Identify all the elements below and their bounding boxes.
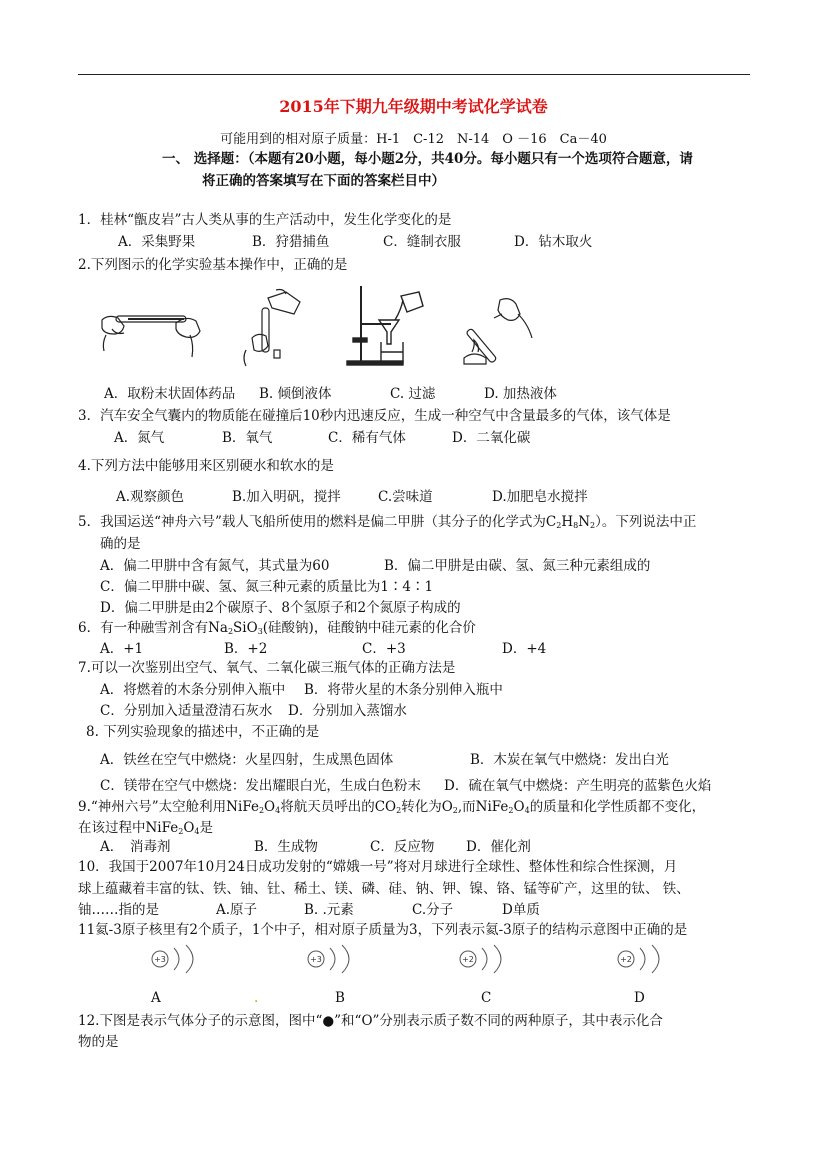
figure-pouring-liquid bbox=[238, 288, 308, 368]
q10-stem-line2: 球上蕴藏着丰富的钛、铁、铀、钍、稀土、镁、磷、硅、钠、钾、镍、铬、锰等矿产，这里的钛、 铁、 bbox=[78, 881, 690, 897]
q9-option-c: C．反应物 bbox=[370, 839, 435, 855]
q11-label-d: D bbox=[634, 990, 645, 1006]
q2-stem: 2.下列图示的化学实验基本操作中，正确的是 bbox=[78, 257, 348, 273]
q6-option-c: C．+3 bbox=[362, 641, 406, 657]
q4-option-a: A.观察颜色 bbox=[116, 489, 185, 505]
q10-stem-line1: 10．我国于2007年10月24日成功发射的“嫦娥一号”将对月球进行全球性、整体性和综合性探测，月 bbox=[78, 859, 678, 875]
q10-option-d: D单质 bbox=[502, 902, 540, 918]
q4-option-c: C.尝味道 bbox=[378, 489, 433, 505]
q1-stem: 1．桂林“甑皮岩”古人类从事的生产活动中，发生化学变化的是 bbox=[78, 212, 452, 228]
atom-diagram-d bbox=[608, 944, 678, 974]
q10-stem-line3: 铀……指的是 bbox=[78, 902, 159, 918]
q2-option-d: D. 加热液体 bbox=[484, 386, 557, 402]
atom-b-nucleus: +3 bbox=[310, 955, 322, 964]
q10-option-c: C.分子 bbox=[412, 902, 454, 918]
q5-option-a: A．偏二甲肼中含有氮气，其式量为60 bbox=[100, 558, 330, 574]
atom-d-nucleus: +2 bbox=[620, 955, 632, 964]
q2-option-b: B. 倾倒液体 bbox=[259, 386, 332, 402]
atomic-masses: 可能用到的相对原子质量：H-1 C-12 N-14 O －16 Ca－40 bbox=[220, 132, 607, 147]
q2-option-a: A．取粉末状固体药品 bbox=[104, 386, 236, 402]
q11-label-c: C bbox=[481, 990, 492, 1006]
q1-option-c: C．缝制衣服 bbox=[383, 234, 461, 250]
q7-option-d: D．分别加入蒸馏水 bbox=[288, 703, 407, 719]
atom-diagram-a bbox=[142, 944, 212, 974]
q10-option-b: B. .元素 bbox=[304, 902, 354, 918]
q4-stem: 4.下列方法中能够用来区别硬水和软水的是 bbox=[78, 458, 334, 474]
q7-option-a: A．将燃着的木条分别伸入瓶中 bbox=[100, 682, 286, 698]
q1-option-a: A．采集野果 bbox=[118, 234, 196, 250]
figure-heating-liquid bbox=[460, 296, 540, 366]
q3-stem: 3．汽车安全气囊内的物质能在碰撞后10秒内迅速反应，生成一种空气中含量最多的气体，该气体是 bbox=[78, 408, 671, 424]
atom-diagram-c bbox=[450, 944, 520, 974]
section-heading-line2: 将正确的答案填写在下面的答案栏目中） bbox=[202, 173, 445, 189]
section-heading bbox=[162, 148, 762, 192]
page-title: 2015年下期九年级期中考试化学试卷 bbox=[279, 97, 548, 116]
atom-a-nucleus: +3 bbox=[154, 955, 166, 964]
top-rule bbox=[78, 74, 750, 75]
q1-option-d: D．钻木取火 bbox=[514, 234, 593, 250]
q6-option-b: B．+2 bbox=[224, 641, 268, 657]
q7-option-b: B．将带火星的木条分别伸入瓶中 bbox=[304, 682, 503, 698]
q5-stem: 5．我国运送“神舟六号”载人飞船所使用的燃料是偏二甲肼（其分子的化学式为$C_2H_8N_2$）。下列说法中正 bbox=[78, 514, 697, 530]
q3-option-d: D．二氧化碳 bbox=[452, 430, 531, 446]
q6-stem: 6．有一种融雪剂含有$Na_2SiO_3$(硅酸钠)，硅酸钠中硅元素的化合价 bbox=[78, 620, 476, 636]
q8-option-a: A．铁丝在空气中燃烧：火星四射，生成黑色固体 bbox=[100, 752, 394, 768]
q3-option-a: A．氮气 bbox=[114, 430, 165, 446]
q7-option-c: C．分别加入适量澄清石灰水 bbox=[100, 703, 273, 719]
section-heading-line1: 一、 选择题：（本题有20小题，每小题2分，共40分。每小题只有一个选项符合题意，请 bbox=[162, 151, 693, 167]
figure-filtration bbox=[343, 282, 433, 370]
q9-stem-cont: 在该过程中$NiFe_2O_4$是 bbox=[78, 820, 214, 836]
atom-diagram-b bbox=[298, 944, 368, 974]
q7-stem: 7.可以一次鉴别出空气、氧气、二氧化碳三瓶气体的正确方法是 bbox=[78, 660, 456, 676]
q5-option-b: B．偏二甲肼是由碳、氢、氮三种元素组成的 bbox=[384, 558, 651, 574]
q12-stem-line1: 12.下图是表示气体分子的示意图，图中“●”和“O”分别表示质子数不同的两种原子，其中表示化合 bbox=[78, 1013, 663, 1029]
atom-c-nucleus: +2 bbox=[462, 955, 474, 964]
q11-stray-dot: . bbox=[254, 990, 259, 1006]
q9-option-d: D．催化剂 bbox=[466, 839, 531, 855]
q4-option-d: D.加肥皂水搅拌 bbox=[492, 489, 588, 505]
q12-stem-line2: 物的是 bbox=[78, 1034, 119, 1050]
q9-option-b: B．生成物 bbox=[254, 839, 318, 855]
q6-option-d: D．+4 bbox=[502, 641, 547, 657]
q5-stem-cont: 确的是 bbox=[100, 536, 141, 552]
q11-label-b: B bbox=[335, 990, 345, 1006]
q11-stem: 11氦-3原子核里有2个质子，1个中子，相对原子质量为3，下列表示氦-3原子的结构示意图中正确的是 bbox=[78, 922, 688, 938]
q8-option-d: D．硫在氧气中燃烧：产生明亮的蓝紫色火焰 bbox=[444, 778, 712, 794]
q3-option-b: B．氧气 bbox=[222, 430, 273, 446]
q2-option-c: C. 过滤 bbox=[390, 386, 436, 402]
q8-option-c: C．镁带在空气中燃烧：发出耀眼白光，生成白色粉末 bbox=[100, 778, 421, 794]
q8-stem: 8. 下列实验现象的描述中，不正确的是 bbox=[86, 724, 320, 740]
q5-option-c: C．偏二甲肼中碳、氢、氮三种元素的质量比为1∶4∶1 bbox=[100, 579, 434, 595]
q8-option-b: B．木炭在氧气中燃烧：发出白光 bbox=[470, 752, 669, 768]
q10-option-a: A.原子 bbox=[216, 902, 258, 918]
q9-option-a: A． 消毒剂 bbox=[100, 839, 171, 855]
q3-option-c: C．稀有气体 bbox=[328, 430, 406, 446]
q11-label-a: A bbox=[151, 990, 161, 1006]
q4-option-b: B.加入明矾，搅拌 bbox=[232, 489, 341, 505]
figure-powder-sampling bbox=[98, 305, 208, 360]
q5-option-d: D．偏二甲肼是由2个碳原子、8个氢原子和2个氮原子构成的 bbox=[100, 600, 461, 616]
q6-option-a: A．+1 bbox=[100, 641, 144, 657]
q1-option-b: B．狩猎捕鱼 bbox=[252, 234, 330, 250]
q9-stem: 9.“神州六号”太空舱利用$NiFe_2O_4$将航天员呼出的$CO_2$转化为$O_2$,而$NiFe_2O_4$的质量和化学性质都不变化， bbox=[78, 799, 706, 815]
